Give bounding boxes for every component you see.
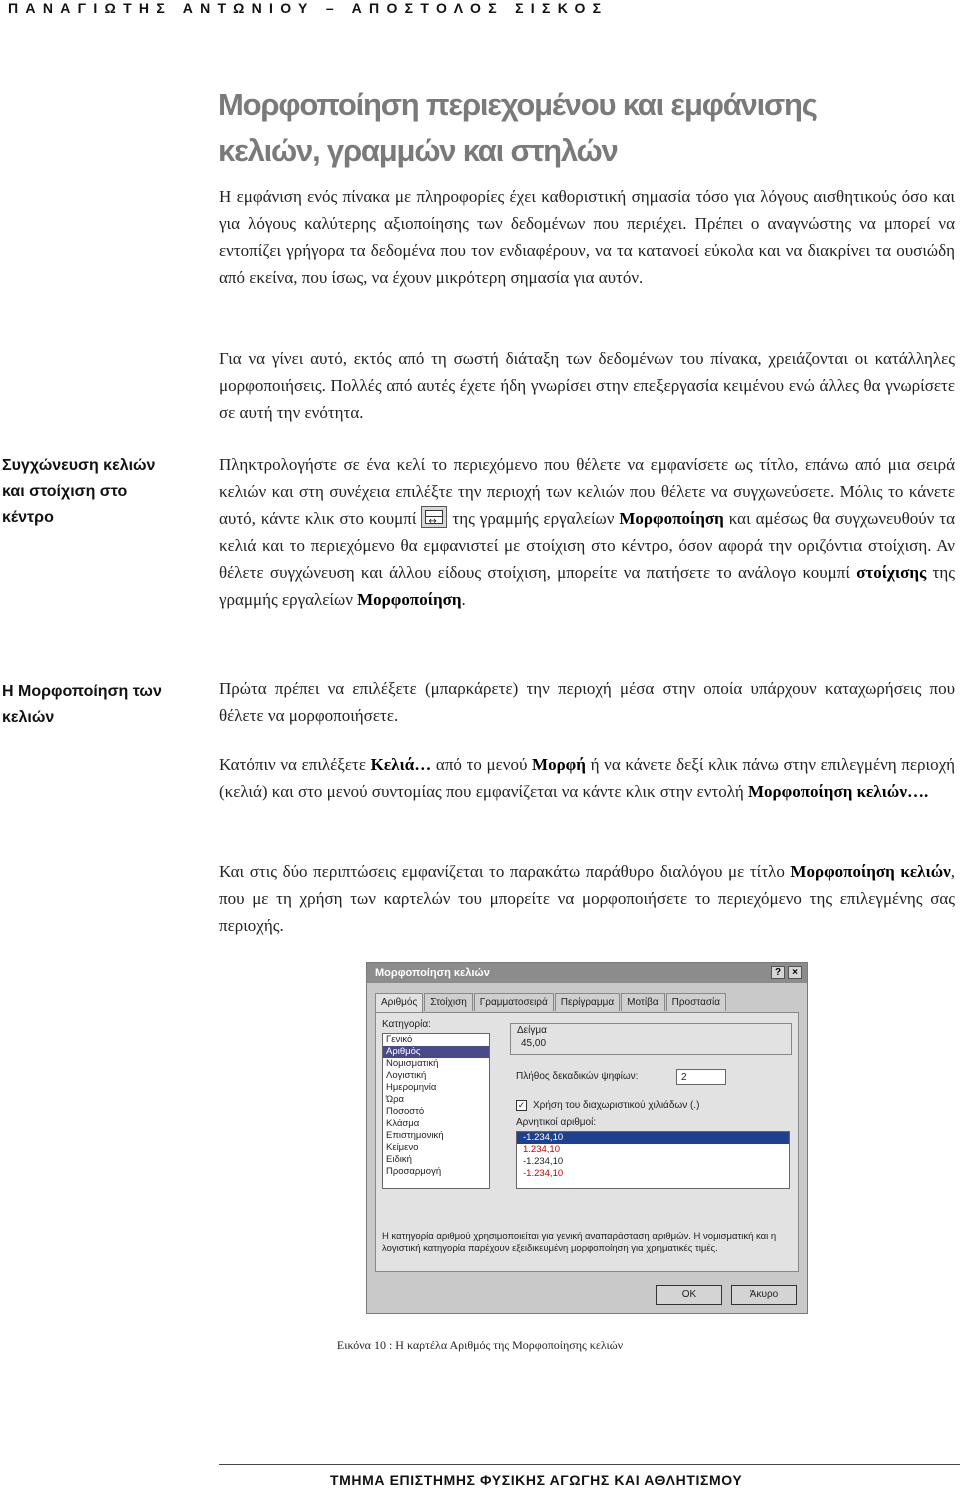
category-item[interactable]: Ποσοστό xyxy=(386,1106,425,1117)
ok-button[interactable]: OK xyxy=(656,1285,722,1305)
category-description: Η κατηγορία αριθμού χρησιμοποιείται για γενική αναπαράσταση αριθμών. Η νομισματική και η λογιστική κατηγορία παρέχουν εξειδικευμένη μορφοποίηση για χρηματικές τιμές. xyxy=(382,1231,777,1254)
decimals-label: Πλήθος δεκαδικών ψηφίων: xyxy=(516,1071,639,1082)
title-line-1: Μορφοποίηση περιεχομένου και εμφάνισης xyxy=(218,87,817,122)
dialog-text-c: , που με τη χρήση των καρτελών του μπορείτε να μορφοποιήσετε το περιεχόμενο της επιλεγμένης σας περιοχής. xyxy=(219,862,955,935)
close-button[interactable]: × xyxy=(788,966,802,979)
category-item[interactable]: Ειδική xyxy=(386,1154,412,1165)
paragraph-merge xyxy=(219,451,955,613)
sample-label: Δείγμα xyxy=(517,1025,547,1036)
decimals-spinner[interactable]: 2 xyxy=(676,1069,726,1085)
category-item[interactable]: Νομισματική xyxy=(386,1058,439,1069)
category-item-selected[interactable]: Αριθμός xyxy=(383,1046,489,1058)
running-header: ΠΑΝΑΓΙΩΤΗΣ ΑΝΤΩΝΙΟΥ – ΑΠΟΣΤΟΛΟΣ ΣΙΣΚΟΣ xyxy=(8,0,609,16)
thousands-separator-label: Χρήση του διαχωριστικού χιλιάδων (.) xyxy=(533,1100,700,1111)
menu-text-format-cells: Μορφοποίηση κελιών…. xyxy=(747,782,929,801)
tab-protection[interactable]: Προστασία xyxy=(666,993,726,1011)
negative-format-item[interactable]: 1.234,10 xyxy=(523,1144,560,1155)
side-heading-merge: Συγχώνευση κελιών και στοίχιση στο κέντρο xyxy=(2,457,156,526)
menu-text-cells: Κελιά… xyxy=(370,755,432,774)
merge-text-f: της γραμμής εργαλείων xyxy=(219,563,955,609)
dialog-text-a: Και στις δύο περιπτώσεις εμφανίζεται το παρακάτω παράθυρο διαλόγου με τίτλο xyxy=(219,862,785,881)
category-item[interactable]: Κλάσμα xyxy=(386,1118,420,1129)
negative-format-item[interactable]: -1.234,10 xyxy=(523,1168,564,1179)
tab-number[interactable]: Αριθμός xyxy=(375,993,423,1014)
merge-text-end: . xyxy=(461,590,466,609)
category-label: Κατηγορία: xyxy=(382,1019,431,1030)
merge-text-d: και αμέσως θα συγχωνευθούν τα κελιά και το περιεχόμενο θα εμφανιστεί με στοίχιση στο κέντρο, όσον αφορά την οριζόντια στοίχιση. Αν θέλετε συγχώνευση και άλλου είδους στοίχιση, μπορείτε να πατήσετε το ανάλογο κουμπί xyxy=(219,509,956,582)
menu-text-e: ή να κάνετε δεξί κλικ πάνω στην επιλεγμένη περιοχή (κελιά) και στο μενού συντομίας που εμφανίζεται να κάντε κλικ στην εντολή xyxy=(219,755,956,801)
category-item[interactable]: Λογιστική xyxy=(386,1070,427,1081)
paragraph-formatting: Για να γίνει αυτό, εκτός από τη σωστή διάταξη των δεδομένων του πίνακα, χρειάζονται οι κατάλληλες μορφοποιήσεις. Πολλές από αυτές έχετε ήδη γνωρίσει στην επεξεργασία κειμένου ενώ άλλες θα γνωρίσετε σε αυτή την ενότητα. xyxy=(219,349,955,422)
dialog-tabs xyxy=(375,993,727,1013)
negative-numbers-list[interactable] xyxy=(516,1131,790,1189)
menu-text-a: Κατόπιν να επιλέξετε xyxy=(219,755,366,774)
cancel-button[interactable]: Άκυρο xyxy=(731,1285,797,1305)
category-item[interactable]: Προσαρμογή xyxy=(386,1166,442,1177)
negative-format-selected[interactable]: -1.234,10 xyxy=(517,1132,789,1144)
merge-text-alignment: στοίχισης xyxy=(856,563,927,582)
merge-text-toolbar-2: Μορφοποίηση xyxy=(357,590,462,609)
merge-text-toolbar: Μορφοποίηση xyxy=(619,509,724,528)
category-item[interactable]: Γενικό xyxy=(386,1034,413,1045)
side-heading-cell-format: Η Μορφοποίηση των κελιών xyxy=(2,683,162,726)
merge-text-b: της γραμμής εργαλείων xyxy=(452,509,615,528)
merge-text-a: Πληκτρολογήστε σε ένα κελί το περιεχόμενο που θέλετε να εμφανίσετε ως τίτλο, επάνω από μια σειρά κελιών και στη συνέχεια επιλέξτε την περιοχή των κελιών που θέλετε να συγχωνεύσετε. Μόλις το κάνετε αυτό, κάντε κλικ στο κουμπί xyxy=(219,455,955,528)
dialog-titlebar xyxy=(367,963,807,983)
title-line-2: κελιών, γραμμών και στηλών xyxy=(218,133,618,168)
category-item[interactable]: Ώρα xyxy=(386,1094,405,1105)
sample-box xyxy=(510,1023,792,1055)
negative-format-item[interactable]: -1.234,10 xyxy=(523,1156,564,1167)
number-tab-panel xyxy=(375,1012,799,1272)
menu-text-c: από το μενού xyxy=(435,755,528,774)
paragraph-intro: Η εμφάνιση ενός πίνακα με πληροφορίες έχει καθοριστική σημασία τόσο για λόγους αισθητικούς όσο και για λόγους καλύτερης αξιοποίησης των δεδομένων που περιέχει. Πρέπει ο αναγνώστης να μπορεί να εντοπίζει γρήγορα τα δεδομένα που τον ενδιαφέρουν, να τα κατανοεί εύκολα και να διακρίνει τα ουσιώδη από εκείνα, που ίσως, να έχουν μικρότερη σημασία για αυτόν. xyxy=(219,187,955,287)
paragraph-select: Πρώτα πρέπει να επιλέξετε (μπαρκάρετε) την περιοχή μέσα στην οποία υπάρχουν καταχωρήσεις που θέλετε να μορφοποιήσετε. xyxy=(219,679,955,725)
running-footer: ΤΜΗΜΑ ΕΠΙΣΤΗΜΗΣ ΦΥΣΙΚΗΣ ΑΓΩΓΗΣ ΚΑΙ ΑΘΛΗΤΙΣΜΟΥ xyxy=(330,1472,743,1488)
tab-border[interactable]: Περίγραμμα xyxy=(555,993,620,1011)
help-button[interactable]: ? xyxy=(771,966,785,979)
category-item[interactable]: Κείμενο xyxy=(386,1142,419,1153)
tab-patterns[interactable]: Μοτίβα xyxy=(621,993,664,1011)
merge-and-center-icon xyxy=(421,506,447,528)
dialog-title: Μορφοποίηση κελιών xyxy=(375,967,490,979)
tab-alignment[interactable]: Στοίχιση xyxy=(424,993,473,1011)
paragraph-menu xyxy=(219,751,955,805)
menu-text-format: Μορφή xyxy=(532,755,586,774)
negative-numbers-label: Αρνητικοί αριθμοί: xyxy=(516,1117,597,1128)
tab-font[interactable]: Γραμματοσειρά xyxy=(474,993,554,1011)
section-title xyxy=(218,82,938,174)
sample-value: 45,00 xyxy=(521,1038,547,1049)
format-cells-dialog xyxy=(366,962,808,1314)
category-item[interactable]: Επιστημονική xyxy=(386,1130,444,1141)
footer-rule xyxy=(219,1464,960,1465)
paragraph-dialog xyxy=(219,858,955,939)
category-item[interactable]: Ημερομηνία xyxy=(386,1082,437,1093)
thousands-separator-checkbox[interactable]: ✓ xyxy=(517,1100,526,1110)
figure-caption: Εικόνα 10 : Η καρτέλα Αριθμός της Μορφοποίησης κελιών xyxy=(336,1338,624,1352)
dialog-text-name: Μορφοποίηση κελιών xyxy=(790,862,951,881)
category-list[interactable] xyxy=(382,1033,490,1189)
